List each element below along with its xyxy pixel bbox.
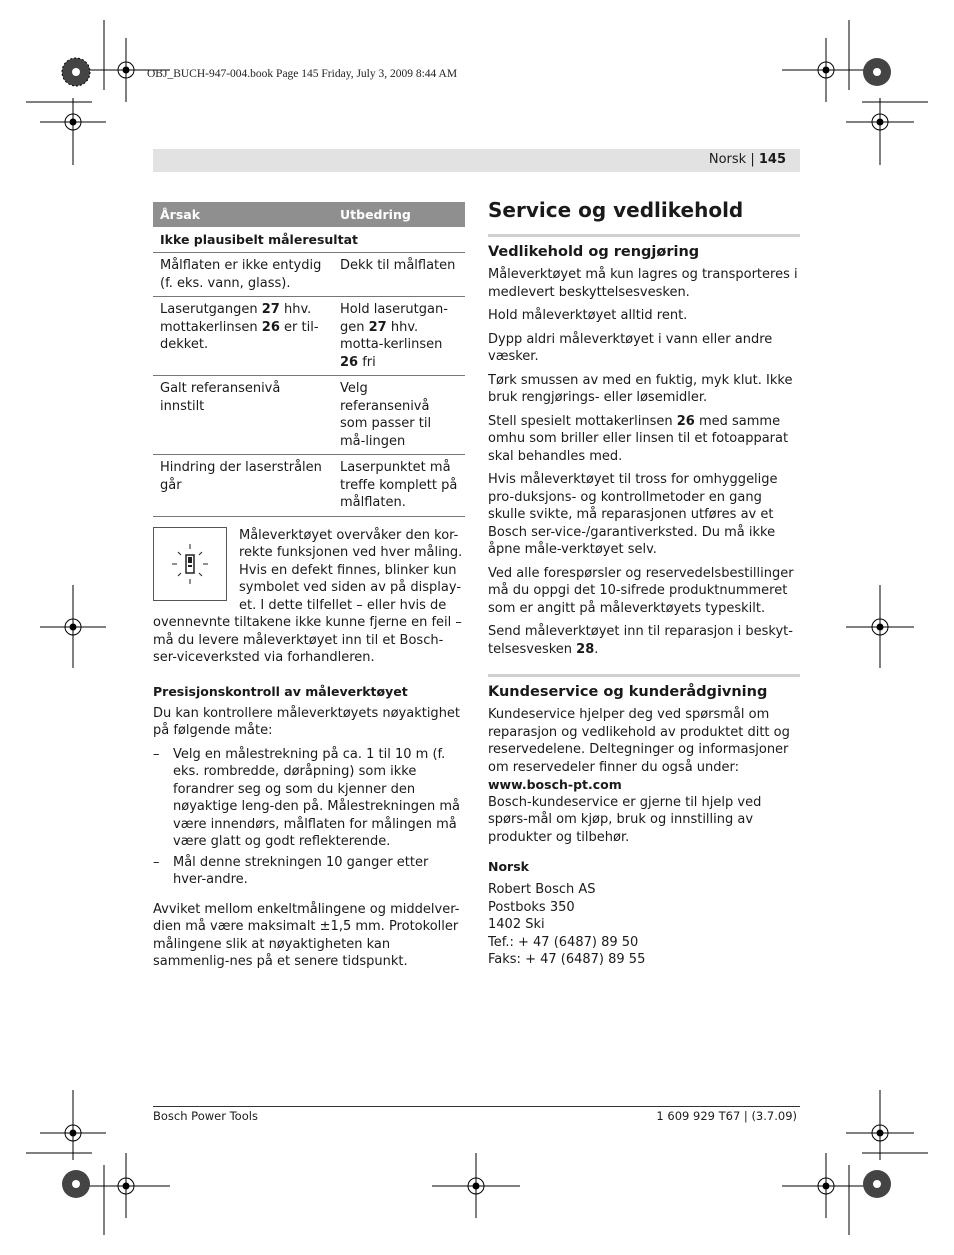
header-language: Norsk [708,152,747,167]
send-para: Send måleverktøyet inn til reparasjon i beskyt-telsesvesken 28. [488,624,793,657]
remedy-cell: Dekk til målflaten [333,253,465,297]
print-slug: OBJ_BUCH-947-004.book Page 145 Friday, July 3, 2009 8:44 AM [147,68,458,80]
table-row [153,455,465,517]
page-number: 145 [758,152,786,167]
address-line: Robert Bosch AS [488,882,596,897]
service-heading: Kundeservice og kunderådgivning [488,684,768,700]
remedy-cell: Velg referansenivå som passer til må-lingen [333,376,465,455]
section-rule [488,674,800,677]
remedy-cell: Laserpunktet må treffe komplett på målflaten. [333,455,465,517]
table-row [153,253,465,297]
cause-cell: Galt referansenivå innstilt [153,376,333,455]
address-line: 1402 Ski [488,917,545,932]
header-cause: Årsak [153,202,333,227]
address-fax: Faks: + 47 (6487) 89 55 [488,952,646,967]
maintenance-para: Hold måleverktøyet alltid rent. [488,308,688,323]
cause-cell: Hindring der laserstrålen går [153,455,333,517]
table-row [153,376,465,455]
list-item: – Mål denne strekningen 10 ganger etter hver-andre. [153,854,429,887]
lens-para: Stell spesielt mottakerlinsen 26 med samme omhu som briller eller linsen til et fotoapparat skal behandles med. [488,413,789,464]
maintenance-para: Dypp aldri måleverktøyet i vann eller andre væsker. [488,331,773,364]
cause-cell: Målflaten er ikke entydig (f. eks. vann, glass). [153,253,333,297]
monitor-text: Måleverktøyet overvåker den kor-rekte funksjonen ved hver måling. Hvis en defekt finnes, blinker kun symbolet ved siden av på display-et. I dette tilfellet – eller hvis de ovennevnte tiltakene ikke kunne fjerne en feil – må du levere måleverktøyet inn til et Bosch-ser-viceverksted via forhandleren. [153,527,463,665]
header-text [709,152,786,167]
remedy-cell: Hold laserutgan-gen 27 hhv. motta-kerlinsen 26 fri [333,297,465,376]
header-remedy: Utbedring [333,202,465,227]
footer-right: 1 609 929 T67 | (3.7.09) [656,1109,797,1123]
header-separator: | [750,152,755,167]
precision-intro: Du kan kontrollere måleverktøyets nøyaktighet på følgende måte: [153,705,461,738]
section-title: Service og vedlikehold [488,198,744,222]
group-label: Ikke plausibelt måleresultat [153,227,465,253]
address-block [488,881,800,969]
left-column [153,202,465,977]
maintenance-para: Tørk smussen av med en fuktig, myk klut. Ikke bruk rengjørings- eller løsemidler. [488,372,793,405]
precision-list [153,746,465,889]
service-url-link[interactable]: www.bosch-pt.com [488,777,622,792]
repair-para: Hvis måleverktøyet til tross for omhyggelige pro-duksjons- og kontrollmetoder en gang skulle svikte, må reparasjonen utføres av et Bosch ser-vice-/garantiverksted. Du må ikke åpne måle-verktøyet selv. [488,472,778,557]
precision-heading: Presisjonskontroll av måleverktøyet [153,683,408,699]
maintenance-para: Måleverktøyet må kun lagres og transporteres i medlevert beskyttelsesvesken. [488,267,798,300]
list-item: – Velg en målestrekning på ca. 1 til 10 m (f. eks. rombredde, døråpning) som ikke forandrer seg og som du kjenner den nøyaktige leng-den på. Målestrekningen må være innendørs, målflaten for målingen må være glatt og godt reflekterende. [153,746,460,849]
page-header [153,149,800,172]
address-line: Postboks 350 [488,899,575,915]
repair-para: Ved alle forespørsler og reservedelsbestillinger må du oppgi det 10-sifrede produktnummeret som er angitt på måleverktøyets typeskilt. [488,565,794,616]
service-text-2: Bosch-kundeservice er gjerne til hjelp ved spørs-mål om kjøp, bruk og innstilling av produkter og tilbehør. [488,794,762,845]
deviation-text: Avviket mellom enkeltmålingene og middelver-dien må være maksimalt ±1,5 mm. Protokoller målingene slik at nøyaktigheten kan sammenlig-nes på et senere tidspunkt. [153,901,460,969]
table-group-row [153,227,465,253]
troubleshooting-table [153,202,465,517]
address-phone: Tef.: + 47 (6487) 89 50 [488,934,639,950]
country-heading: Norsk [488,859,529,874]
monitor-block [153,527,465,673]
footer-left: Bosch Power Tools [153,1109,258,1123]
maintenance-heading: Vedlikehold og rengjøring [488,244,700,260]
right-column [488,196,800,975]
section-rule [488,234,800,237]
service-text: Kundeservice hjelper deg ved spørsmål om reparasjon og vedlikehold av produktet ditt og reservedelene. Deltegninger og informasjoner om reservedeler finner du også under: [488,707,790,775]
blinking-device-symbol-icon [153,527,227,601]
table-row [153,297,465,376]
page-footer [153,1106,800,1125]
table-header [153,202,465,227]
cause-cell: Laserutgangen 27 hhv. mottakerlinsen 26 er til-dekket. [153,297,333,376]
